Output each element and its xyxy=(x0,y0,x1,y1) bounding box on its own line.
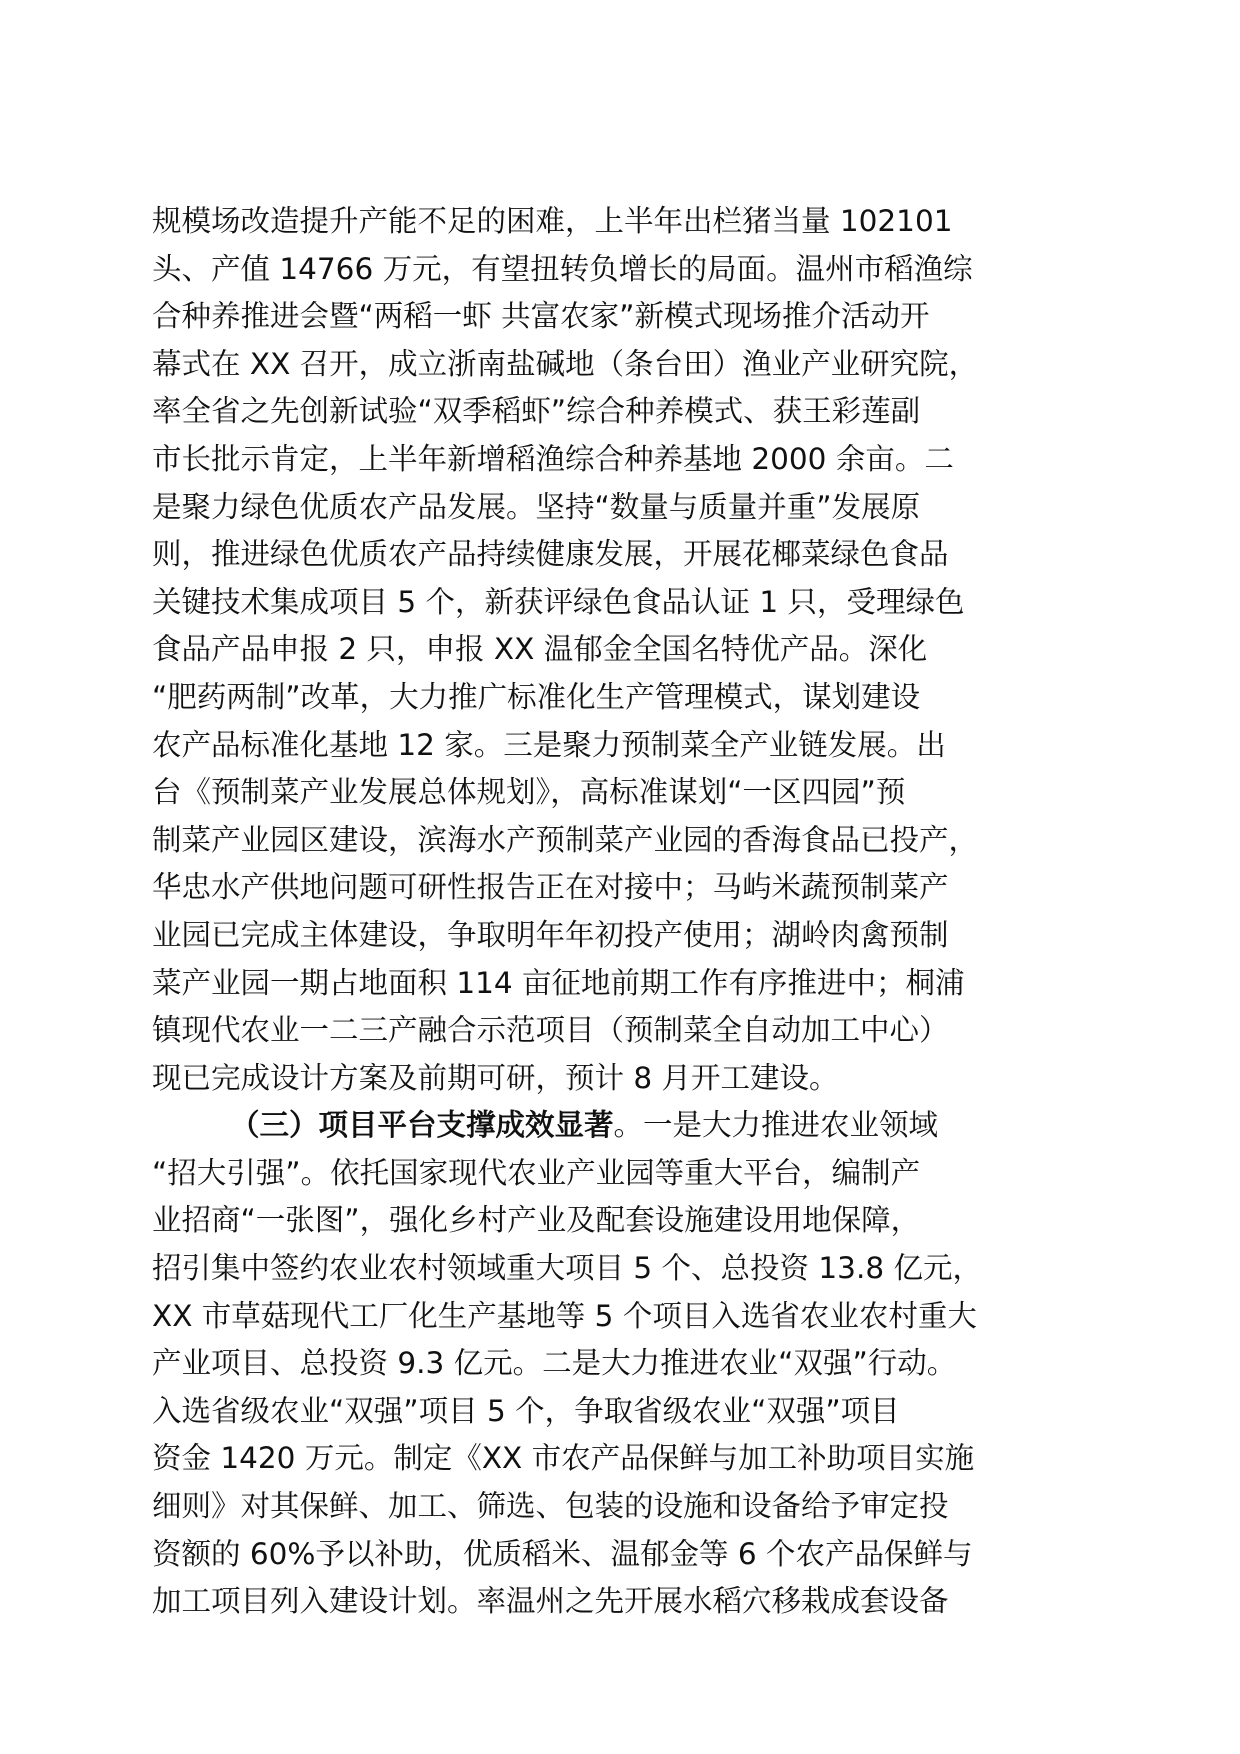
section-paragraph xyxy=(152,1102,1102,1626)
text-line: 加工项目列入建设计划。率温州之先开展水稻穴移栽成套设备 xyxy=(152,1584,949,1619)
text-line: 则，推进绿色优质农产品持续健康发展，开展花椰菜绿色食品 xyxy=(152,537,949,572)
text-line: “招大引强”。依托国家现代农业产业园等重大平台，编制产 xyxy=(152,1155,921,1190)
text-line: 食品产品申报 2 只，申报 XX 温郁金全国名特优产品。深化 xyxy=(152,632,928,667)
text-line: 业招商“一张图”，强化乡村产业及配套设施建设用地保障， xyxy=(152,1203,921,1238)
text-line: 招引集中签约农业农村领域重大项目 5 个、总投资 13.8 亿元， xyxy=(152,1251,982,1286)
text-line: “肥药两制”改革，大力推广标准化生产管理模式，谋划建设 xyxy=(152,679,921,714)
body-text xyxy=(152,198,1102,1626)
text-line: 入选省级农业“双强”项目 5 个，争取省级农业“双强”项目 xyxy=(152,1393,900,1428)
paragraph-continued xyxy=(152,198,1102,1102)
text-line: 现已完成设计方案及前期可研，预计 8 月开工建设。 xyxy=(152,1060,839,1095)
text-line: 镇现代农业一二三产融合示范项目（预制菜全自动加工中心） xyxy=(152,1013,949,1048)
text-line: 市长批示肯定，上半年新增稻渔综合种养基地 2000 余亩。二 xyxy=(152,441,954,476)
section-heading: （三）项目平台支撑成效显著 xyxy=(230,1108,614,1143)
text-line: 合种养推进会暨“两稻一虾 共富农家”新模式现场推介活动开 xyxy=(152,299,930,334)
text-line: 制菜产业园区建设，滨海水产预制菜产业园的香海食品已投产， xyxy=(152,822,979,857)
text-line: 是聚力绿色优质农产品发展。坚持“数量与质量并重”发展原 xyxy=(152,489,921,524)
text-line: 业园已完成主体建设，争取明年年初投产使用；湖岭肉禽预制 xyxy=(152,917,949,952)
text-line: 细则》对其保鲜、加工、筛选、包装的设施和设备给予审定投 xyxy=(152,1489,949,1524)
text-line: 资金 1420 万元。制定《XX 市农产品保鲜与加工补助项目实施 xyxy=(152,1441,975,1476)
heading-line-text: 。一是大力推进农业领域 xyxy=(613,1108,939,1143)
text-line: 华忠水产供地问题可研性报告正在对接中；马屿米蔬预制菜产 xyxy=(152,870,949,905)
text-line: 台《预制菜产业发展总体规划》，高标准谋划“一区四园”预 xyxy=(152,775,906,810)
text-line: 农产品标准化基地 12 家。三是聚力预制菜全产业链发展。出 xyxy=(152,727,946,762)
text-line: 菜产业园一期占地面积 114 亩征地前期工作有序推进中；桐浦 xyxy=(152,965,965,1000)
heading-line xyxy=(152,1102,1102,1150)
text-line: 产业项目、总投资 9.3 亿元。二是大力推进农业“双强”行动。 xyxy=(152,1346,957,1381)
text-line: XX 市草菇现代工厂化生产基地等 5 个项目入选省农业农村重大 xyxy=(152,1298,977,1333)
text-line: 率全省之先创新试验“双季稻虾”综合种养模式、获王彩莲副 xyxy=(152,394,921,429)
text-line: 头、产值 14766 万元，有望扭转负增长的局面。温州市稻渔综 xyxy=(152,251,973,286)
text-line: 关键技术集成项目 5 个，新获评绿色食品认证 1 只，受理绿色 xyxy=(152,584,965,619)
text-line: 规模场改造提升产能不足的困难，上半年出栏猪当量 102101 xyxy=(152,204,953,238)
text-line: 资额的 60%予以补助，优质稻米、温郁金等 6 个农产品保鲜与 xyxy=(152,1536,973,1571)
text-line: 幕式在 XX 召开，成立浙南盐碱地（条台田）渔业产业研究院， xyxy=(152,346,979,381)
